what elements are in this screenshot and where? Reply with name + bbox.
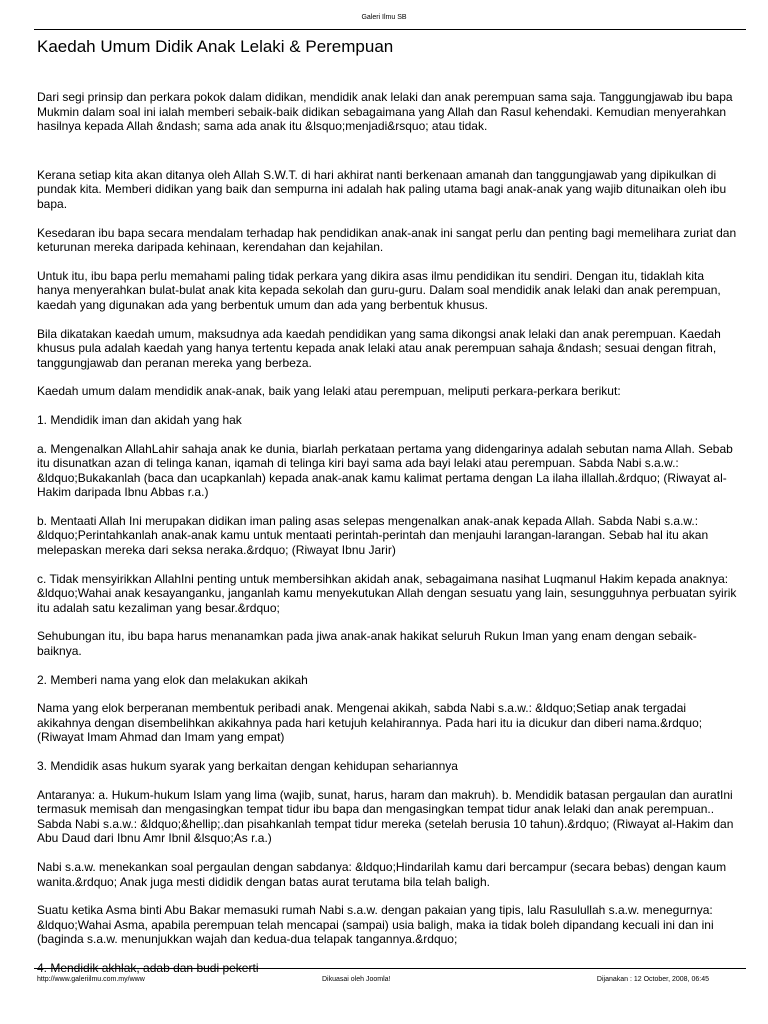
paragraph: Sehubungan itu, ibu bapa harus menanamkan pada jiwa anak-anak hakikat seluruh Rukun Iman yang enam dengan sebaik-baiknya. <box>37 629 697 659</box>
section-heading: 2. Memberi nama yang elok dan melakukan akikah <box>37 672 308 687</box>
paragraph: Kaedah umum dalam mendidik anak-anak, baik yang lelaki atau perempuan, meliputi perkara-perkara berikut: <box>37 384 621 399</box>
page-footer <box>37 976 709 986</box>
section-heading: 3. Mendidik asas hukum syarak yang berkaitan dengan kehidupan sehariannya <box>37 759 458 773</box>
page-header-site: Galeri Ilmu SB <box>361 14 407 21</box>
paragraph: Suatu ketika Asma binti Abu Bakar memasuki rumah Nabi s.a.w. dengan pakaian yang tipis, lalu Rasulullah s.a.w. menegurnya: &ldquo;Wahai Asma, apabila perempuan telah mencapai (sampai) usia baligh, maka ia tidak boleh dipandang kecuali ini dan ini (baginda s.a.w. menunjukkan wajah dan kedua-dua telapak tangannya.&rdquo; <box>37 903 714 947</box>
paragraph: Untuk itu, ibu bapa perlu memahami paling tidak perkara yang dikira asas ilmu pendidikan itu sendiri. Dengan itu, tidaklah kita hanya menyerahkan bulat-bulat anak kita kepada sekolah dan guru-guru. Dalam soal mendidik anak lelaki dan anak perempuan, kaedah yang digunakan ada yang berbentuk umum dan ada yang berbentuk khusus. <box>37 268 721 312</box>
paragraph: Kesedaran ibu bapa secara mendalam terhadap hak pendidikan anak-anak ini sangat perlu dan penting bagi memelihara zuriat dan keturunan mereka daripada kehinaan, kerendahan dan kejahilan. <box>37 225 737 255</box>
section-heading: 4. Mendidik akhlak, adab dan budi pekerti <box>37 960 259 975</box>
section-heading: 1. Mendidik iman dan akidah yang hak <box>37 412 242 427</box>
article-title: Kaedah Umum Didik Anak Lelaki & Perempuan <box>37 37 394 56</box>
paragraph: Dari segi prinsip dan perkara pokok dalam didikan, mendidik anak lelaki dan anak perempuan sama saja. Tanggungjawab ibu bapa Mukmin dalam soal ini ialah memberi sebaik-baik didikan sebagaimana yang Allah dan Rasul kehendaki. Kemudian menyerahkan hasilnya kepada Allah &ndash; sama ada anak itu &lsquo;menjadi&rsquo; atau tidak. <box>37 90 733 134</box>
paragraph: Bila dikatakan kaedah umum, maksudnya ada kaedah pendidikan yang sama dikongsi anak lelaki dan anak perempuan. Kaedah khusus pula adalah kaedah yang hanya tertentu kepada anak lelaki atau anak perempuan sahaja &ndash; sesuai dengan fitrah, tanggungjawab dan peranan mereka yang berbeza. <box>37 326 721 370</box>
footer-powered-by: Dikuasai oleh Joomla! <box>322 976 391 983</box>
paragraph: Nama yang elok berperanan membentuk peribadi anak. Mengenai akikah, sabda Nabi s.a.w.: &ldquo;Setiap anak tergadai akikahnya dengan disembelihkan akikahnya pada hari ketujuh kelahirannya. Pada hari itu ia dicukur dan diberi nama.&rdquo; (Riwayat Imam Ahmad dan Imam yang empat) <box>37 701 703 745</box>
header-divider <box>34 29 746 30</box>
paragraph: c. Tidak mensyirikkan AllahIni penting untuk membersihkan akidah anak, sebagaimana nasihat Luqmanul Hakim kepada anaknya: &ldquo;Wahai anak kesayanganku, janganlah kamu menyekutukan Allah dengan sesuatu yang lain, sesungguhnya perbuatan syirik itu adalah satu kezaliman yang besar.&rdquo; <box>37 571 737 615</box>
paragraph: b. Mentaati Allah Ini merupakan didikan iman paling asas selepas mengenalkan anak-anak kepada Allah. Sabda Nabi s.a.w.: &ldquo;Perintahkanlah anak-anak kamu untuk mentaati perintah-perintah dan menjauhi larangan-larangan. Sebab hal itu akan melepaskan mereka dari seksa neraka.&rdquo; (Riwayat Ibnu Jarir) <box>37 513 709 558</box>
article-body <box>37 90 737 976</box>
footer-url: http://www.galeriilmu.com.my/www <box>37 976 145 983</box>
paragraph: Antaranya: a. Hukum-hukum Islam yang lima (wajib, sunat, harus, haram dan makruh). b. Mendidik batasan pergaulan dan auratIni termasuk memisah dan mengasingkan tempat tidur ibu bapa dan mengasingkan tempat tidur anak lelaki dan anak perempuan.. Sabda Nabi s.a.w.: &ldquo;&hellip;.dan pisahkanlah tempat tidur mereka (setelah berusia 10 tahun).&rdquo; (Riwayat al-Hakim dan Abu Daud dari Ibnu Amr Ibnil &lsquo;As r.a.) <box>37 787 734 846</box>
footer-divider <box>34 968 746 969</box>
paragraph: Nabi s.a.w. menekankan soal pergaulan dengan sabdanya: &ldquo;Hindarilah kamu dari bercampur (secara bebas) dengan kaum wanita.&rdquo; Anak juga mesti dididik dengan batas aurat terutama bila telah baligh. <box>37 859 727 889</box>
paragraph: Kerana setiap kita akan ditanya oleh Allah S.W.T. di hari akhirat nanti berkenaan amanah dan tanggungjawab yang dipikulkan di pundak kita. Memberi didikan yang baik dan sempurna ini adalah hak paling utama bagi anak-anak yang wajib ditunaikan oleh ibu bapa. <box>37 167 727 211</box>
paragraph: a. Mengenalkan AllahLahir sahaja anak ke dunia, biarlah perkataan pertama yang didengarinya adalah sebutan nama Allah. Sebab itu disunatkan azan di telinga kanan, iqamah di telinga kiri bayi sama ada bayi lelaki atau perempuan. Sabda Nabi s.a.w.: &ldquo;Bukakanlah (baca dan ucapkanlah) kepada anak-anak kamu kalimat pertama dengan La ilaha illallah.&rdquo; (Riwayat al-Hakim daripada Ibnu Abbas r.a.) <box>37 441 733 500</box>
footer-generated-date: Dijanakan : 12 October, 2008, 06:45 <box>596 976 709 983</box>
